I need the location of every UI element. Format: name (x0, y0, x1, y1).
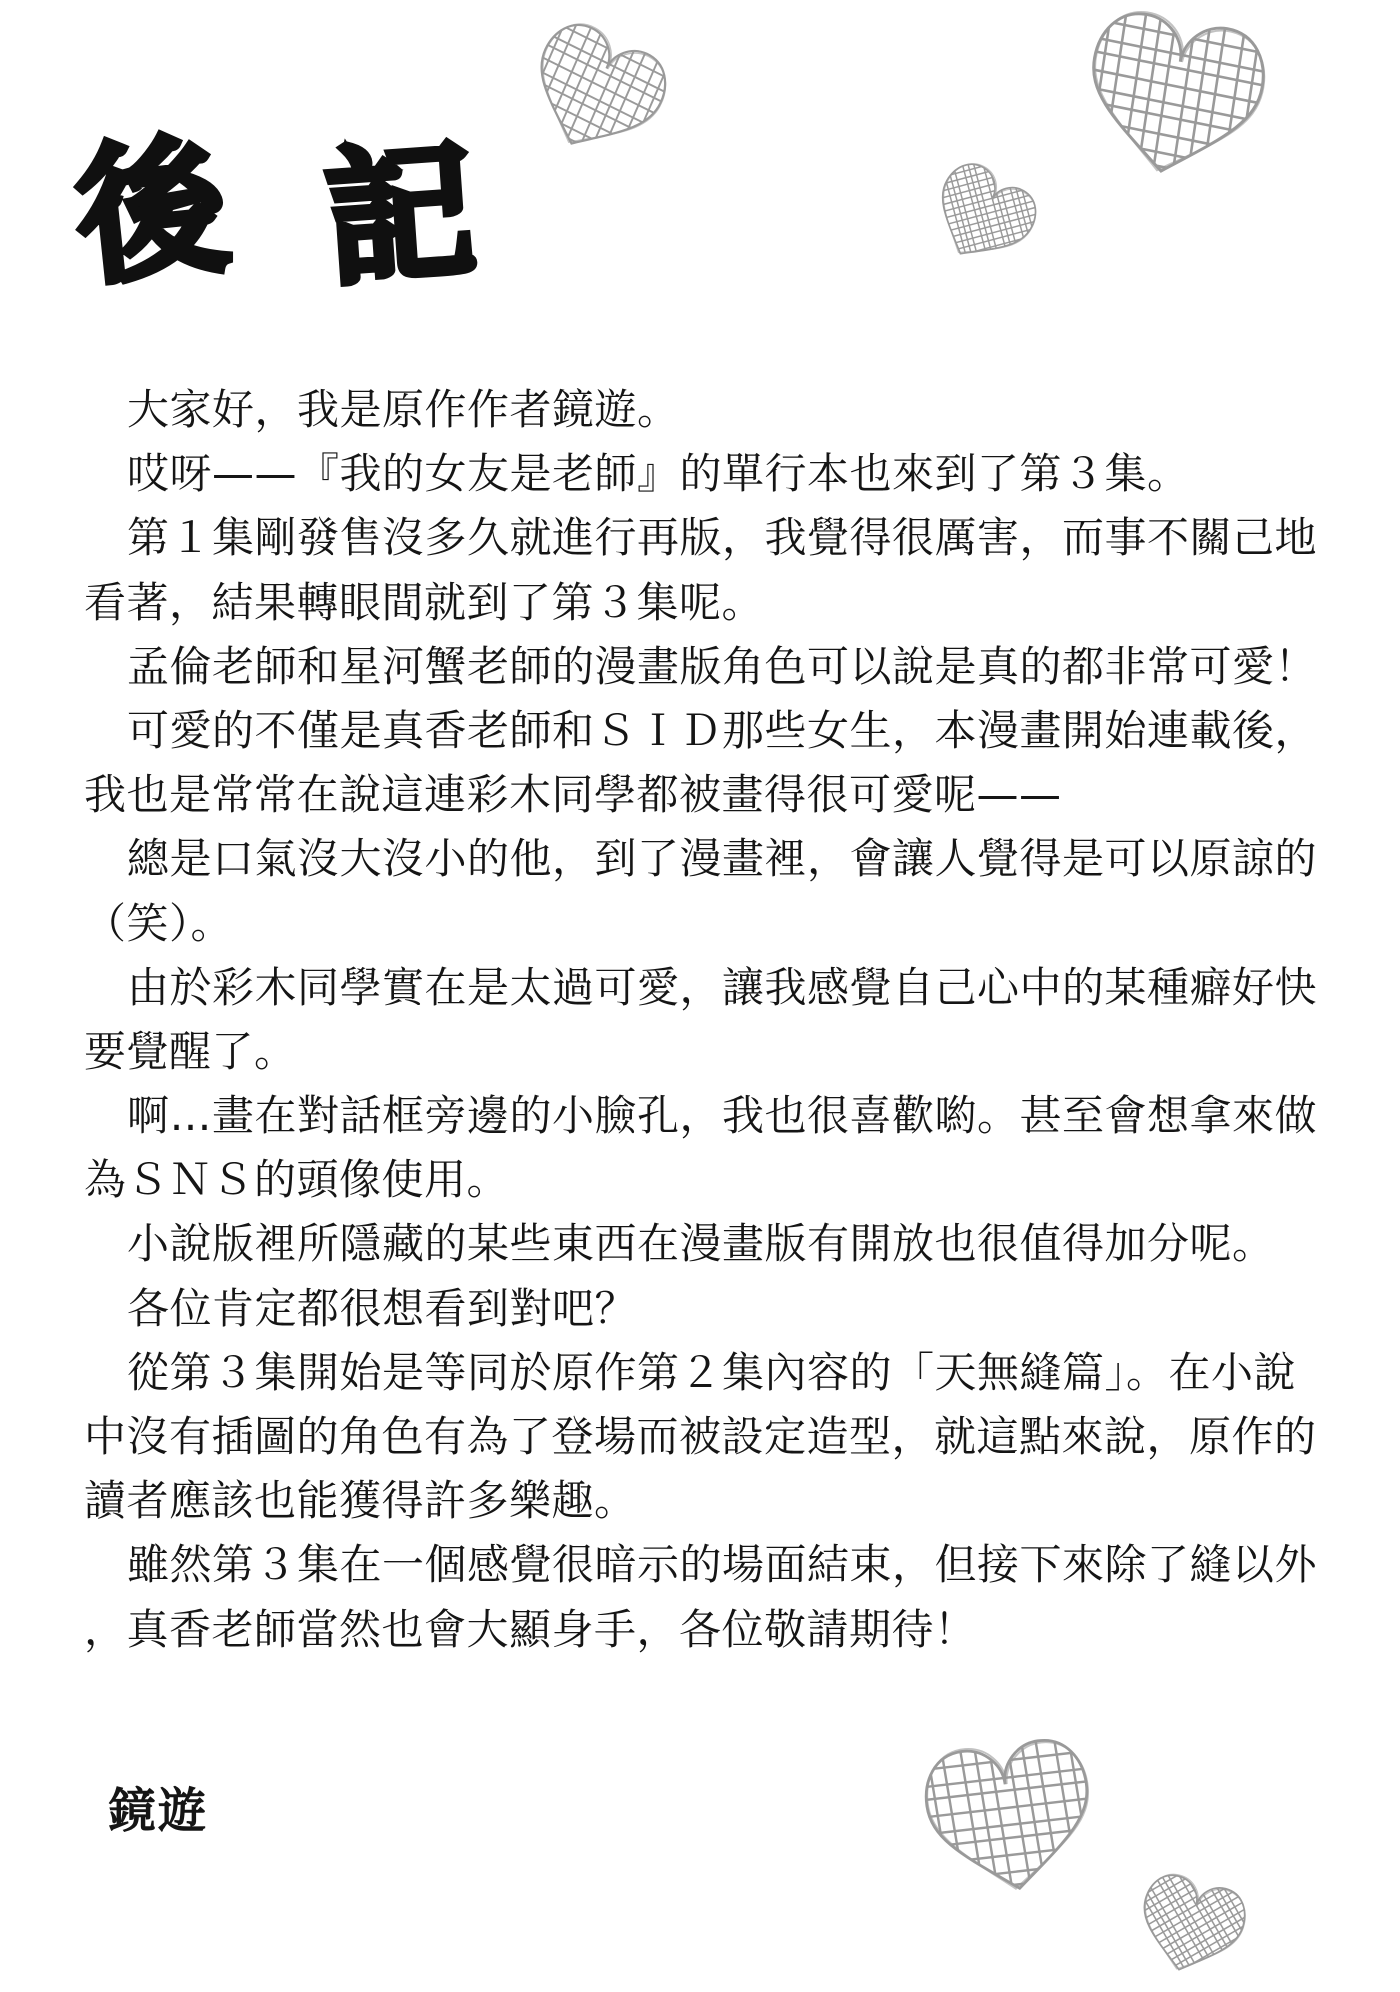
text-line: 大家好，我是原作作者鏡遊。 (127, 385, 680, 434)
afterword-text (84, 378, 1344, 1662)
text-line: 我也是常常在說這連彩木同學都被畫得很可愛呢—— (84, 770, 1062, 820)
text-line: 雖然第３集在一個感覺很暗示的場面結束，但接下來除了縫以外 (127, 1540, 1318, 1590)
text-line: 從第３集開始是等同於原作第２集內容的「天無縫篇」。在小說 (127, 1347, 1297, 1397)
text-line: 可愛的不僅是真香老師和ＳＩＤ那些女生，本漫畫開始連載後， (127, 705, 1318, 755)
text-line: 各位肯定都很想看到對吧？ (127, 1283, 638, 1333)
heart-doodle-top-center-icon (504, 0, 687, 183)
text-line: 讀者應該也能獲得許多樂趣。 (84, 1476, 637, 1526)
text-line: 為ＳＮＳ的頭像使用。 (84, 1155, 510, 1205)
text-line: 要覺醒了。 (84, 1026, 297, 1076)
heart-doodle-top-right-large-icon (1067, 0, 1281, 202)
heart-doodle-bottom-large-icon (911, 1717, 1109, 1915)
heart-doodle-bottom-small-icon (1124, 1858, 1259, 1992)
author-signature: 鏡遊 (108, 1783, 209, 1839)
title-char-2: 記 (320, 125, 481, 307)
text-line: 中沒有插圖的角色有為了登場而被設定造型，就這點來說，原作的 (84, 1412, 1317, 1461)
text-line: 哎呀——『我的女友是老師』的單行本也來到了第３集。 (127, 449, 1190, 499)
heart-doodle-top-right-small-icon (911, 144, 1054, 287)
text-line: （笑）。 (84, 898, 234, 948)
text-line: 由於彩木同學實在是太過可愛，讓我感覺自己心中的某種癖好快 (127, 962, 1318, 1012)
title-char-1: 後 (69, 118, 235, 306)
text-line: 孟倫老師和星河蟹老師的漫畫版角色可以說是真的都非常可愛！ (127, 641, 1318, 691)
page-title (69, 118, 481, 307)
text-line: 小說版裡所隱藏的某些東西在漫畫版有開放也很值得加分呢。 (127, 1219, 1275, 1269)
text-line: 看著，結果轉眼間就到了第３集呢。 (84, 577, 765, 627)
text-line: ，真香老師當然也會大顯身手，各位敬請期待！ (84, 1604, 977, 1654)
text-line: 啊…畫在對話框旁邊的小臉孔，我也很喜歡喲。甚至會想拿來做 (127, 1091, 1318, 1141)
text-line: 總是口氣沒大沒小的他，到了漫畫裡，會讓人覺得是可以原諒的 (127, 834, 1318, 884)
text-line: 第１集剛發售沒多久就進行再版，我覺得很厲害，而事不關己地 (127, 513, 1318, 563)
